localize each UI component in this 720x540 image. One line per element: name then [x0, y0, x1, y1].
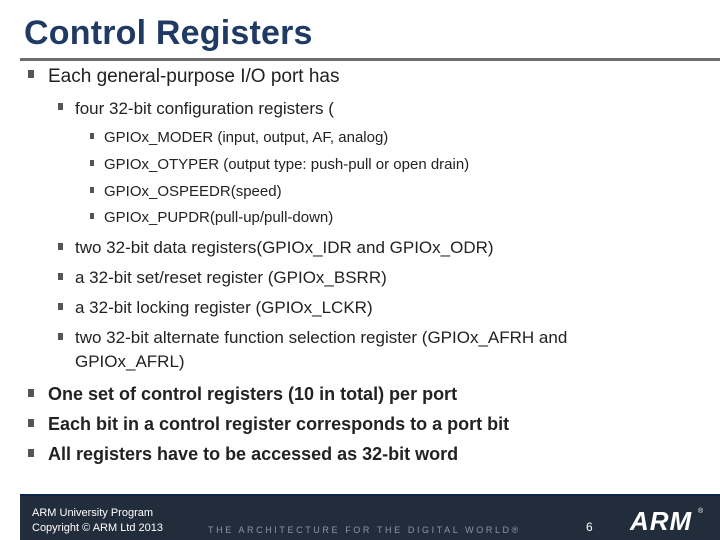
footer-tagline: THE ARCHITECTURE FOR THE DIGITAL WORLD®	[208, 525, 521, 535]
arm-logo: ARM	[630, 506, 693, 536]
bullet-text: One set of control registers (10 in total) per port	[48, 384, 458, 404]
bullet-text: Each general-purpose I/O port has	[48, 66, 340, 87]
slide-title: Control Registers	[24, 14, 313, 52]
bullet-marker	[28, 70, 34, 78]
bullet-marker	[90, 133, 94, 139]
bullet-marker	[58, 303, 63, 310]
bullet-text: a 32-bit set/reset register (GPIOx_BSRR)	[75, 268, 387, 287]
page-number: 6	[586, 520, 593, 534]
bullet-text: GPIOx_MODER (input, output, AF, analog)	[104, 129, 389, 146]
bullet-text-continuation: GPIOx_AFRL)	[75, 352, 185, 371]
bullet-marker	[58, 103, 63, 110]
bullet-marker	[28, 389, 34, 397]
bullet-marker	[58, 273, 63, 280]
bullet-marker	[90, 187, 94, 193]
bullet-text: two 32-bit alternate function selection register (GPIOx_AFRH and	[75, 328, 568, 347]
bullet-text: four 32-bit configuration registers (	[75, 99, 334, 118]
registered-mark: ®	[698, 508, 704, 515]
bullet-text: GPIOx_OSPEEDR(speed)	[104, 183, 282, 200]
bullet-text: All registers have to be accessed as 32-bit word	[48, 444, 459, 464]
bullet-marker	[58, 243, 63, 250]
bullet-text: two 32-bit data registers(GPIOx_IDR and GPIOx_ODR)	[75, 238, 494, 257]
title-divider	[20, 58, 720, 61]
bullet-text: a 32-bit locking register (GPIOx_LCKR)	[75, 298, 373, 317]
slide-footer	[20, 496, 720, 540]
bullet-text: Each bit in a control register corresponds to a port bit	[48, 414, 510, 434]
bullet-marker	[58, 333, 63, 340]
bullet-marker	[28, 419, 34, 427]
footer-copyright: Copyright © ARM Ltd 2013	[32, 522, 164, 534]
bullet-text: GPIOx_OTYPER (output type: push-pull or open drain)	[104, 156, 470, 173]
footer-program: ARM University Program	[32, 507, 154, 519]
bullet-marker	[28, 449, 34, 457]
bullet-text: GPIOx_PUPDR(pull-up/pull-down)	[104, 209, 334, 226]
bullet-marker	[90, 160, 94, 166]
bullet-marker	[90, 213, 94, 219]
